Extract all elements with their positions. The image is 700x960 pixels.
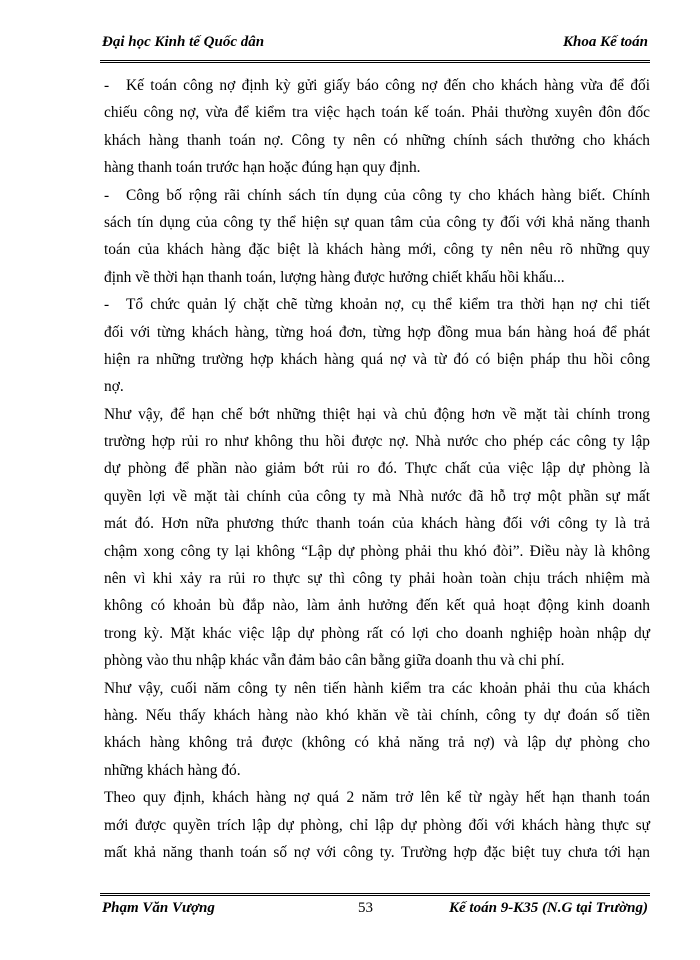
- text-line: [104, 675, 650, 702]
- line-text: hiện ra những trường hợp khách hàng quá nợ và từ đó có biện pháp thu hồi công: [104, 350, 650, 368]
- line-text: Tổ chức quản lý chặt chẽ từng khoản nợ, cụ thể kiểm tra thời hạn nợ chi tiết: [126, 296, 650, 314]
- line-text: mất khả năng thanh toán số nợ với công ty. Trường hợp đặc biệt tuy chưa tới hạn: [104, 843, 650, 861]
- text-line: [104, 839, 650, 866]
- text-line: [104, 373, 650, 400]
- line-text: những khách hàng đó.: [104, 761, 241, 779]
- text-line: [104, 182, 650, 209]
- line-text: mới được quyền trích lập dự phòng, chỉ lập dự phòng đối với khách hàng thực sự: [104, 816, 650, 834]
- line-text: nên vì khi xảy ra rủi ro thực sự thì công ty phải hoàn toàn chịu trách nhiệm mà: [104, 570, 650, 588]
- text-line: [104, 565, 650, 592]
- line-text: trong kỳ. Mặt khác việc lập dự phòng rất có lợi cho doanh nghiệp hoàn nhập dự: [104, 624, 650, 642]
- text-line: [104, 291, 650, 318]
- text-line: [104, 346, 650, 373]
- bullet-dash: -: [104, 186, 110, 204]
- line-text: Công bố rộng rãi chính sách tín dụng của công ty cho khách hàng biết. Chính: [126, 186, 650, 204]
- line-text: không có khoản bù đắp nào, làm ảnh hưởng đến kết quả hoạt động kinh doanh: [104, 597, 650, 615]
- line-text: nợ.: [104, 378, 124, 396]
- text-line: [104, 455, 650, 482]
- line-text: Theo quy định, khách hàng nợ quá 2 năm trở lên kể từ ngày hết hạn thanh toán: [104, 789, 650, 807]
- text-line: [104, 483, 650, 510]
- page-footer: [102, 900, 648, 924]
- text-line: [104, 319, 650, 346]
- bullet-dash: -: [104, 296, 110, 314]
- text-line: [104, 729, 650, 756]
- line-text: chậm xong công ty lại không “Lập dự phòng phải thu khó đòi”. Điều này là không: [104, 542, 650, 560]
- line-text: Như vậy, để hạn chế bớt những thiệt hại và chủ động hơn về mặt tài chính trong: [104, 405, 650, 423]
- text-line: [104, 72, 650, 99]
- line-text: trường hợp rủi ro như không thu hồi được nợ. Nhà nước cho phép các công ty lập: [104, 433, 650, 451]
- line-text: mát đó. Hơn nữa phương thức thanh toán của khách hàng đối với công ty là trả: [104, 515, 650, 533]
- header-faculty: Khoa Kế toán: [562, 34, 648, 50]
- line-text: hàng thanh toán trước hạn hoặc đúng hạn quy định.: [104, 159, 421, 177]
- line-text: chiếu công nợ, vừa để kiểm tra việc hạch toán kế toán. Phải thường xuyên đôn đốc: [104, 104, 650, 122]
- text-line: [104, 647, 650, 674]
- line-text: dự phòng để phần nào giảm bớt rủi ro đó. Thực chất của việc lập dự phòng là: [104, 460, 650, 478]
- line-text: Như vậy, cuối năm công ty nên tiến hành kiểm tra các khoản phải thu của khách: [104, 679, 650, 697]
- text-line: [104, 784, 650, 811]
- text-line: [104, 702, 650, 729]
- page-number: 53: [358, 900, 373, 916]
- text-line: [104, 428, 650, 455]
- text-line: [104, 99, 650, 126]
- footer-author: Phạm Văn Vượng: [102, 900, 215, 916]
- line-text: toán của khách hàng đặc biệt là khách hàng mới, công ty nên nêu rõ những quy: [104, 241, 650, 259]
- line-text: khách hàng không trả được (không có khả năng trả nợ) và lập dự phòng cho: [104, 734, 650, 752]
- text-line: [104, 401, 650, 428]
- header-university: Đại học Kinh tế Quốc dân: [102, 34, 265, 50]
- line-text: đối với từng khách hàng, từng hoá đơn, từng hợp đồng mua bán hàng hoá để phát: [104, 323, 650, 341]
- footer-rule: [100, 893, 650, 896]
- header-rule: [100, 60, 650, 63]
- text-line: [104, 812, 650, 839]
- line-text: định về thời hạn thanh toán, lượng hàng được hưởng chiết khấu hồi khấu...: [104, 268, 565, 286]
- document-body: [104, 72, 650, 866]
- text-line: [104, 592, 650, 619]
- line-text: Kế toán công nợ định kỳ gửi giấy báo công nợ đến cho khách hàng vừa để đối: [126, 77, 650, 94]
- footer-class: Kế toán 9-K35 (N.G tại Trường): [449, 900, 648, 916]
- line-text: phòng vào thu nhập khác vẫn đảm bảo cân bằng giữa doanh thu và chi phí.: [104, 652, 565, 670]
- line-text: khách hàng thanh toán nợ. Công ty nên có những chính sách thưởng cho khách: [104, 131, 650, 149]
- line-text: hàng. Nếu thấy khách hàng nào khó khăn về tài chính, công ty dự đoán số tiền: [104, 706, 650, 724]
- text-line: [104, 620, 650, 647]
- text-line: [104, 264, 650, 291]
- text-line: [104, 538, 650, 565]
- line-text: sách tín dụng của công ty thể hiện sự quan tâm của công ty đối với khả năng thanh: [104, 213, 650, 231]
- text-line: [104, 127, 650, 154]
- line-text: quyền lợi về mặt tài chính của công ty mà Nhà nước đã hỗ trợ một phần sự mất: [104, 487, 650, 505]
- text-line: [104, 510, 650, 537]
- text-line: [104, 757, 650, 784]
- text-line: [104, 236, 650, 263]
- text-line: [104, 209, 650, 236]
- text-line: [104, 154, 650, 181]
- bullet-dash: -: [104, 77, 110, 94]
